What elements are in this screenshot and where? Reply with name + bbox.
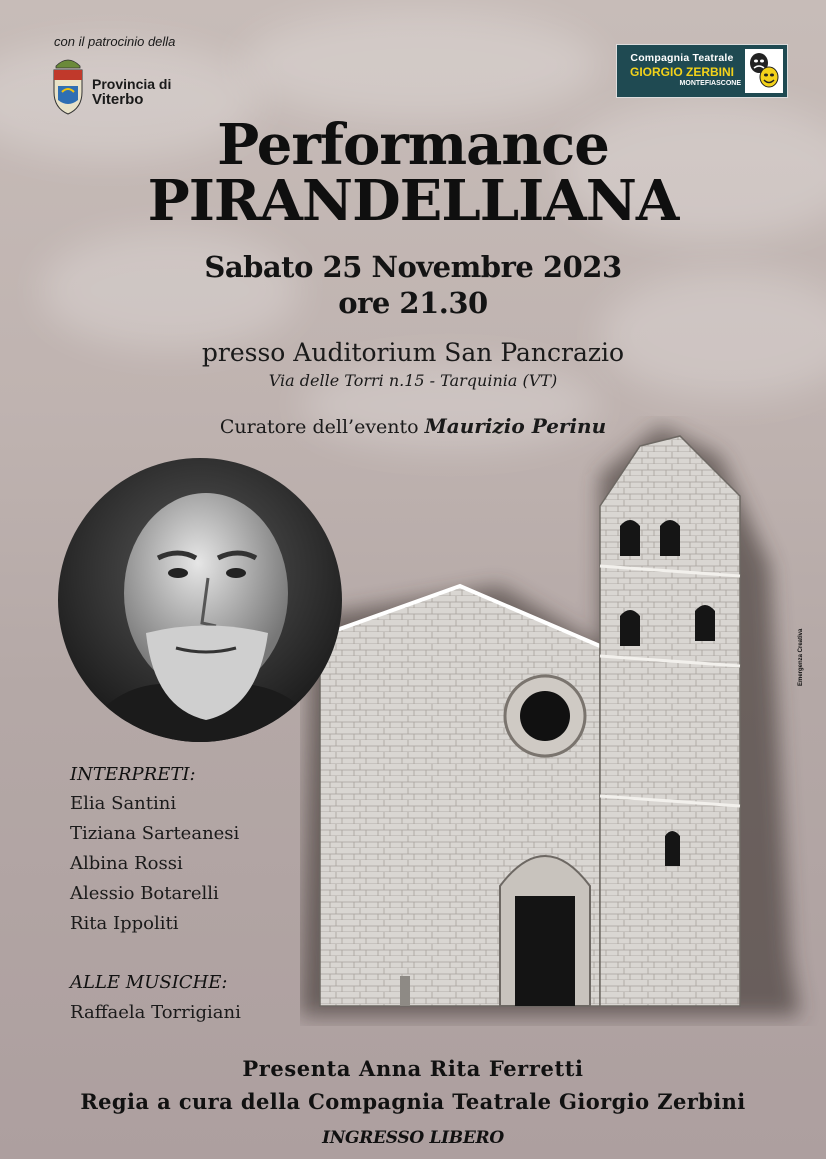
cast-member: Alessio Botarelli bbox=[70, 883, 219, 904]
event-time: ore 21.30 bbox=[338, 286, 488, 320]
designer-credit bbox=[796, 620, 818, 690]
company-logo bbox=[616, 44, 788, 98]
provincia-line2: Viterbo bbox=[92, 91, 144, 108]
provincia-logo bbox=[50, 56, 190, 120]
presenter-line: Presenta Anna Rita Ferretti bbox=[242, 1056, 584, 1081]
author-portrait bbox=[58, 458, 342, 742]
designer-credit-text: Emergenza Creativa bbox=[798, 628, 804, 686]
interpreti-heading: INTERPRETI: bbox=[70, 764, 196, 785]
patronage-label: con il patrocinio della bbox=[54, 34, 176, 49]
theatre-masks-icon bbox=[745, 49, 783, 93]
cloud bbox=[240, 10, 600, 120]
event-venue: presso Auditorium San Pancrazio bbox=[201, 338, 625, 367]
cast-member: Tiziana Sarteanesi bbox=[70, 823, 240, 844]
event-title-line2: PIRANDELLIANA bbox=[147, 168, 679, 234]
curator-name: Maurizio Perinu bbox=[424, 414, 607, 438]
provincia-name bbox=[92, 76, 171, 108]
company-logo-line2: GIORGIO ZERBINI bbox=[629, 65, 734, 79]
cast-member: Albina Rossi bbox=[70, 853, 183, 874]
company-logo-line3: MONTEFIASCONE bbox=[679, 80, 741, 87]
cast-member: Rita Ippoliti bbox=[70, 913, 179, 934]
event-date: Sabato 25 Novembre 2023 bbox=[204, 250, 622, 284]
curator-label: Curatore dell’evento bbox=[219, 416, 419, 438]
free-entry-label: INGRESSO LIBERO bbox=[322, 1128, 504, 1148]
provincia-line1: Provincia di bbox=[92, 76, 172, 92]
direction-line: Regia a cura della Compagnia Teatrale Giorgio Zerbini bbox=[80, 1089, 746, 1114]
event-address: Via delle Torri n.15 - Tarquinia (VT) bbox=[268, 371, 558, 390]
cast-member: Elia Santini bbox=[70, 793, 177, 814]
provincia-crest-icon bbox=[50, 56, 86, 118]
musician: Raffaela Torrigiani bbox=[70, 1002, 241, 1023]
musiche-heading: ALLE MUSICHE: bbox=[70, 972, 228, 993]
event-title-line1: Performance bbox=[217, 112, 609, 178]
church-photo bbox=[300, 416, 820, 1026]
company-logo-line1: Compagnia Teatrale bbox=[630, 52, 734, 64]
